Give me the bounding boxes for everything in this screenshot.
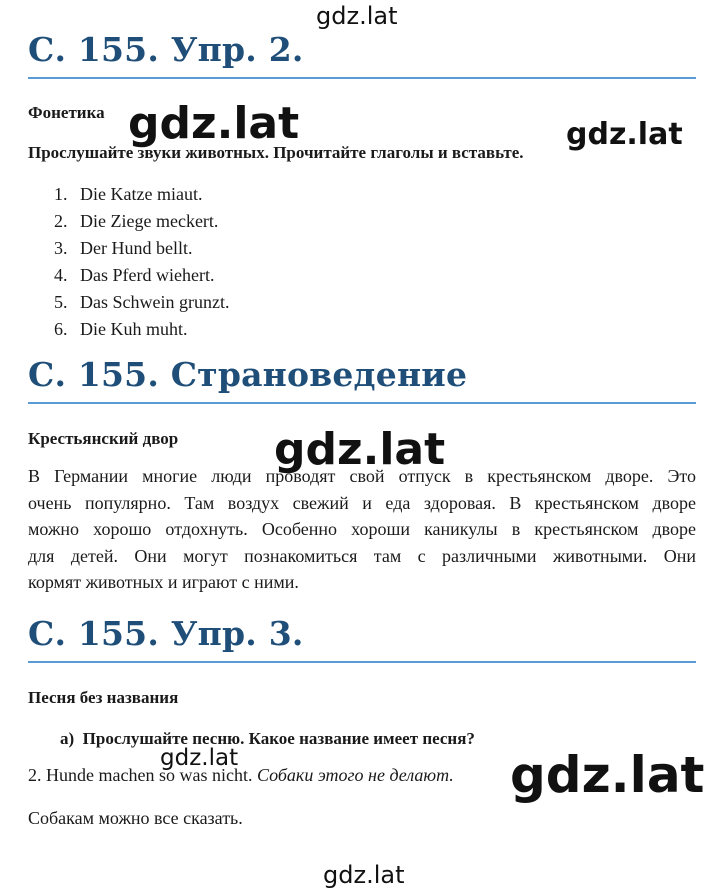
watermark-text: gdz.lat <box>128 98 300 149</box>
section-subheading: Крестьянский двор <box>28 429 179 448</box>
paragraph <box>28 463 696 596</box>
instruction-text: Прослушайте звуки животных. Прочитайте глаголы и вставьте. <box>28 143 524 162</box>
paragraph-line: кормят животных и играют с ними. <box>28 572 299 592</box>
exercise-list <box>28 181 229 343</box>
list-item: 3. Der Hund bellt. <box>54 238 193 258</box>
translation-sentence: Собаки этого не делают. <box>256 765 454 785</box>
watermark-text: gdz.lat <box>274 424 446 475</box>
list-item: 6. Die Kuh muht. <box>54 319 188 339</box>
watermark-text: gdz.lat <box>316 2 398 30</box>
section-heading: С. 155. Страноведение <box>28 355 468 394</box>
watermark-text: gdz.lat <box>566 117 683 152</box>
section-heading: С. 155. Упр. 3. <box>28 614 304 653</box>
task-label: а) <box>60 729 75 748</box>
task-line <box>60 729 475 749</box>
german-sentence: 2. Hunde machen so was nicht. <box>28 765 253 785</box>
watermark-text: gdz.lat <box>510 746 705 804</box>
watermark-text: gdz.lat <box>160 745 239 771</box>
section-subheading: Фонетика <box>28 103 105 122</box>
answer-line: Собакам можно все сказать. <box>28 808 243 828</box>
list-item: 4. Das Pferd wiehert. <box>54 265 215 285</box>
heading-divider <box>28 77 696 79</box>
section-heading: С. 155. Упр. 2. <box>28 30 304 69</box>
heading-divider <box>28 661 696 663</box>
paragraph-line: очень популярно. Там воздух свежий и еда здоровая. В крестьянском дворе <box>28 492 696 513</box>
paragraph-line: для детей. Они могут познакомиться там с различными животными. Они <box>28 545 696 566</box>
watermark-text: gdz.lat <box>323 861 405 889</box>
paragraph-line: В Германии многие люди проводят свой отпуск в крестьянском дворе. Это <box>28 466 696 486</box>
heading-divider <box>28 402 696 404</box>
section-subheading: Песня без названия <box>28 688 179 707</box>
task-text: Прослушайте песню. Какое название имеет песня? <box>82 729 475 748</box>
german-line <box>28 765 454 786</box>
list-item: 5. Das Schwein grunzt. <box>54 292 230 312</box>
paragraph-line: можно хорошо отдохнуть. Особенно хороши каникулы в крестьянском дворе <box>28 519 696 539</box>
list-item: 2. Die Ziege meckert. <box>54 211 219 231</box>
list-item: 1. Die Katze miaut. <box>54 184 203 204</box>
